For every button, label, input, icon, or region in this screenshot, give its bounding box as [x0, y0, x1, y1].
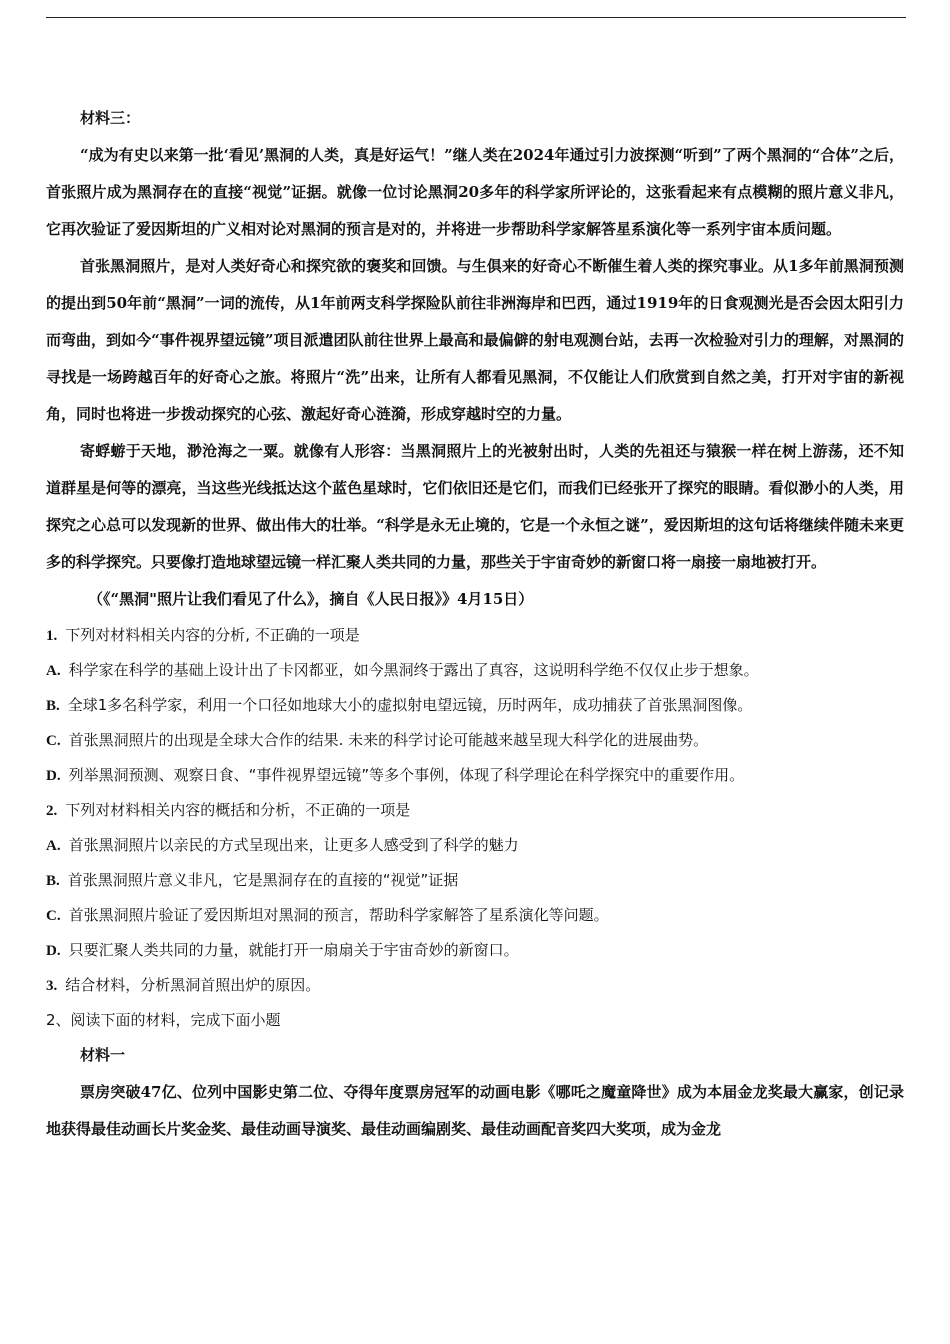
- question-2-option-a: [46, 828, 904, 863]
- question-2-stem: 下列对材料相关内容的概括和分析，不正确的一项是: [65, 801, 411, 819]
- material3-source: （《“黑洞"照片让我们看见了什么》，摘自《人民日报》》4月15日）: [88, 590, 534, 608]
- question-3: [46, 968, 904, 1003]
- option-label: B.: [46, 698, 60, 714]
- document-body: [46, 100, 904, 1148]
- section-2-title: 2、阅读下面的材料，完成下面小题: [46, 1011, 281, 1029]
- question-1-option-d: [46, 758, 904, 793]
- section-2-heading: 材料一: [80, 1046, 126, 1064]
- question-1-stem: 下列对材料相关内容的分析, 不正确的一项是: [65, 626, 360, 644]
- question-1-option-b: [46, 688, 904, 723]
- option-label: C.: [46, 908, 61, 924]
- option-text: 只要汇聚人类共同的力量，就能打开一扇扇关于宇宙奇妙的新窗口。: [68, 941, 519, 959]
- question-2-option-c: [46, 898, 904, 933]
- material3-paragraph-3: 寄蜉蝣于天地，渺沧海之一粟。就像有人形容：当黑洞照片上的光被射出时，人类的先祖还与猿猴一样在树上游荡，还不知道群星是何等的漂亮，当这些光线抵达这个蓝色星球时，它们依旧还是它们，而我们已经张开了探究的眼睛。看似渺小的人类，用探究之心总可以发现新的世界、做出伟大的壮举。“科学是永无止境的，它是一个永恒之谜”，爱因斯坦的这句话将继续伴随未来更多的科学探究。只要像打造地球望远镜一样汇聚人类共同的力量，那些关于宇宙奇妙的新窗口将一扇接一扇地被打开。: [46, 442, 904, 571]
- option-text: 科学家在科学的基础上设计出了卡冈都亚，如今黑洞终于露出了真容，这说明科学绝不仅仅止步于想象。: [68, 661, 759, 679]
- header-rule: [46, 17, 906, 18]
- question-1: [46, 618, 904, 653]
- option-text: 首张黑洞照片的出现是全球大合作的结果. 未来的科学讨论可能越来越呈现大科学化的进展曲势。: [68, 731, 709, 749]
- option-label: D.: [46, 943, 61, 959]
- question-1-option-a: [46, 653, 904, 688]
- option-label: A.: [46, 663, 61, 679]
- question-3-stem: 结合材料，分析黑洞首照出炉的原因。: [65, 976, 321, 994]
- option-label: D.: [46, 768, 61, 784]
- question-2-number: 2.: [46, 803, 58, 819]
- question-2-option-b: [46, 863, 904, 898]
- material3-paragraph-1: “成为有史以来第一批‘看见’黑洞的人类，真是好运气！”继人类在2024年通过引力波探测“听到”了两个黑洞的“合体”之后，首张照片成为黑洞存在的直接“视觉”证据。就像一位讨论黑洞20多年的科学家所评论的，这张看起来有点模糊的照片意义非凡，它再次验证了爱因斯坦的广义相对论对黑洞的预言是对的，并将进一步帮助科学家解答星系演化等一系列宇宙本质问题。: [46, 146, 904, 238]
- option-text: 全球1多名科学家，利用一个口径如地球大小的虚拟射电望远镜，历时两年，成功捕获了首张黑洞图像。: [67, 696, 753, 714]
- option-label: C.: [46, 733, 61, 749]
- question-3-number: 3.: [46, 978, 58, 994]
- question-2: [46, 793, 904, 828]
- option-label: B.: [46, 873, 60, 889]
- question-1-option-c: [46, 723, 904, 758]
- option-label: A.: [46, 838, 61, 854]
- material3-heading: 材料三：: [80, 109, 141, 127]
- material3-paragraph-2: 首张黑洞照片，是对人类好奇心和探究欲的褒奖和回馈。与生俱来的好奇心不断催生着人类的探究事业。从1多年前黑洞预测的提出到50年前“黑洞”一词的流传，从1年前两支科学探险队前往非洲海岸和巴西，通过1919年的日食观测光是否会因太阳引力而弯曲，到如今“事件视界望远镜”项目派遣团队前往世界上最高和最偏僻的射电观测台站，去再一次检验对引力的理解，对黑洞的寻找是一场跨越百年的好奇心之旅。将照片“洗”出来，让所有人都看见黑洞，不仅能让人们欣赏到自然之美，打开对宇宙的新视角，同时也将进一步拨动探究的心弦、激起好奇心涟漪，形成穿越时空的力量。: [46, 257, 904, 423]
- option-text: 首张黑洞照片以亲民的方式呈现出来，让更多人感受到了科学的魅力: [68, 836, 519, 854]
- option-text: 列举黑洞预测、观察日食、“事件视界望远镜”等多个事例，体现了科学理论在科学探究中的重要作用。: [68, 766, 745, 784]
- question-1-number: 1.: [46, 628, 58, 644]
- question-2-option-d: [46, 933, 904, 968]
- section-2-paragraph: 票房突破47亿、位列中国影史第二位、夺得年度票房冠军的动画电影《哪吒之魔童降世》成为本届金龙奖最大赢家，创记录地获得最佳动画长片奖金奖、最佳动画导演奖、最佳动画编剧奖、最佳动画配音奖四大奖项，成为金龙: [46, 1083, 904, 1138]
- option-text: 首张黑洞照片验证了爱因斯坦对黑洞的预言，帮助科学家解答了星系演化等问题。: [68, 906, 609, 924]
- option-text: 首张黑洞照片意义非凡，它是黑洞存在的直接的“视觉”证据: [67, 871, 459, 889]
